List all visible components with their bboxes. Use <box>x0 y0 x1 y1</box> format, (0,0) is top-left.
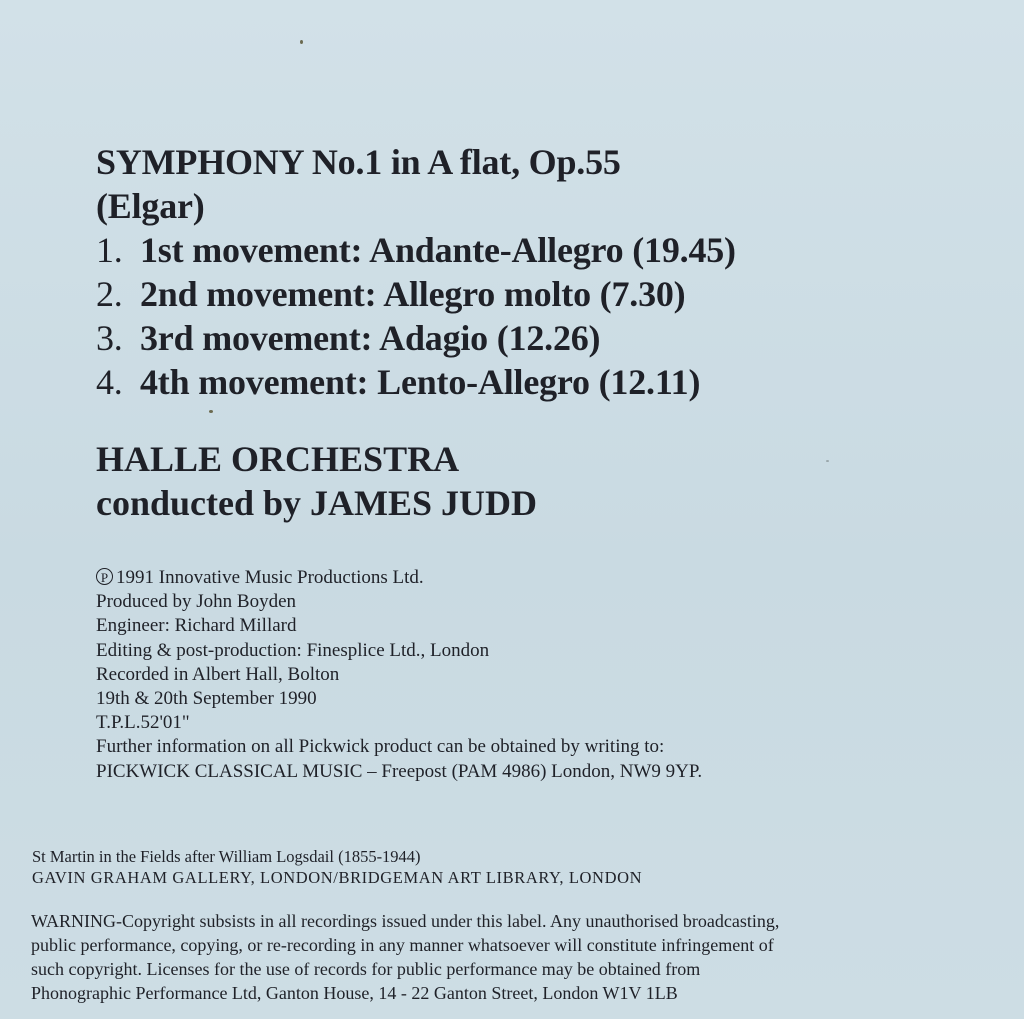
track-number: 1. <box>96 230 123 270</box>
track-number: 3. <box>96 318 123 358</box>
work-title: SYMPHONY No.1 in A flat, Op.55 <box>96 142 621 182</box>
conductor-name: conducted by JAMES JUDD <box>96 483 538 523</box>
performers-block <box>96 437 537 525</box>
orchestra-name: HALLE ORCHESTRA <box>96 439 460 479</box>
warning-line: public performance, copying, or re-recording in any manner whatsoever will constitute infringement of <box>31 935 774 955</box>
editing-credit: Editing & post-production: Finesplice Ltd., London <box>96 639 490 661</box>
cover-art-credit <box>32 846 642 888</box>
contact-address: PICKWICK CLASSICAL MUSIC – Freepost (PAM 4986) London, NW9 9YP. <box>96 760 703 782</box>
paper-speck <box>209 410 213 413</box>
track-title: 1st movement: Andante-Allegro (19.45) <box>140 230 736 270</box>
track-row <box>96 316 736 360</box>
copyright-line <box>96 566 702 590</box>
track-row <box>96 272 736 316</box>
producer-credit: Produced by John Boyden <box>96 591 297 613</box>
album-title-block <box>96 140 736 404</box>
phonogram-copyright-icon: P <box>96 568 113 585</box>
recording-venue: Recorded in Albert Hall, Bolton <box>96 663 340 685</box>
composer-name: (Elgar) <box>96 186 205 226</box>
copyright-warning <box>31 909 991 1005</box>
track-row <box>96 228 736 272</box>
recording-dates: 19th & 20th September 1990 <box>96 688 317 710</box>
track-row <box>96 360 736 404</box>
production-credits <box>96 566 702 784</box>
painting-credit: St Martin in the Fields after William Logsdail (1855-1944) <box>32 847 421 866</box>
gallery-credit: GAVIN GRAHAM GALLERY, LONDON/BRIDGEMAN ART LIBRARY, LONDON <box>32 868 643 887</box>
track-title: 3rd movement: Adagio (12.26) <box>140 318 601 358</box>
track-title: 2nd movement: Allegro molto (7.30) <box>140 274 686 314</box>
warning-line: Phonographic Performance Ltd, Ganton House, 14 - 22 Ganton Street, London W1V 1LB <box>31 983 678 1003</box>
track-number: 2. <box>96 274 123 314</box>
total-playing-length: T.P.L.52'01" <box>96 712 190 734</box>
track-title: 4th movement: Lento-Allegro (12.11) <box>140 362 701 402</box>
paper-speck <box>826 460 829 462</box>
warning-line: WARNING-Copyright subsists in all recordings issued under this label. Any unauthorised broadcasting, <box>31 911 780 931</box>
warning-line: such copyright. Licenses for the use of records for public performance may be obtained from <box>31 959 701 979</box>
copyright-text: 1991 Innovative Music Productions Ltd. <box>116 567 424 588</box>
engineer-credit: Engineer: Richard Millard <box>96 615 297 637</box>
further-info-text: Further information on all Pickwick product can be obtained by writing to: <box>96 736 665 758</box>
track-number: 4. <box>96 362 123 402</box>
paper-speck <box>300 40 303 44</box>
